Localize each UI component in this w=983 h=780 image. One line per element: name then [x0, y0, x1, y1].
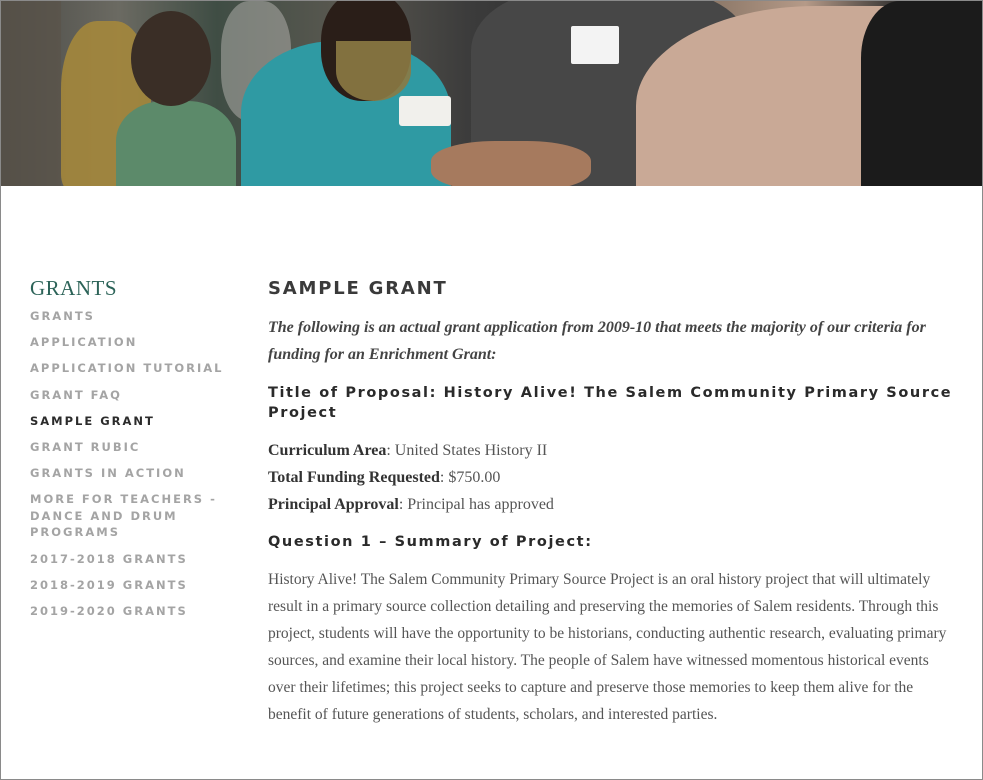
proposal-fields — [268, 437, 958, 518]
field-principal-approval — [268, 491, 958, 518]
main-content — [268, 277, 958, 728]
sidebar-item-grant-rubic[interactable]: GRANT RUBIC — [30, 439, 141, 454]
question-1-heading: Question 1 – Summary of Project: — [268, 534, 593, 550]
question-1-body: History Alive! The Salem Community Primary Source Project is an oral history project that will ultimately result in a primary source collection detailing and preserving the memories of Salem residents. Through this project, students will have the opportunity to be historians, conducting authentic research, evaluating primary sources, and examine their local history. The people of Salem have witnessed momentous historical events over their lifetimes; this project seeks to capture and preserve those memories to keep them alive for the benefit of future generations of students, scholars, and interested parties. — [268, 571, 947, 723]
field-value: : Principal has approved — [398, 496, 554, 513]
sidebar-item-grants-in-action[interactable]: GRANTS IN ACTION — [30, 466, 186, 481]
field-value: : United States History II — [386, 442, 548, 459]
sidebar-item-2017-2018-grants[interactable]: 2017-2018 GRANTS — [30, 551, 188, 566]
field-label: Total Funding Requested — [268, 469, 440, 486]
page-title: SAMPLE GRANT — [268, 278, 448, 299]
sidebar-item-grant-faq[interactable]: GRANT FAQ — [30, 387, 122, 402]
field-label: Curriculum Area — [268, 442, 387, 459]
sidebar-item-more-for-teachers[interactable]: MORE FOR TEACHERS - DANCE AND DRUM PROGRAMS — [30, 492, 217, 540]
sidebar-item-application-tutorial[interactable]: APPLICATION TUTORIAL — [30, 361, 224, 376]
field-total-funding — [268, 464, 958, 491]
sidebar-item-2019-2020-grants[interactable]: 2019-2020 GRANTS — [30, 603, 188, 618]
field-value: : $750.00 — [439, 469, 501, 486]
hero-photo — [1, 1, 982, 186]
proposal-title: Title of Proposal: History Alive! The Salem Community Primary Source Project — [268, 385, 953, 421]
sidebar-item-grants[interactable]: GRANTS — [30, 309, 95, 323]
field-curriculum-area — [268, 437, 958, 464]
sidebar-item-2018-2019-grants[interactable]: 2018-2019 GRANTS — [30, 577, 188, 592]
sidebar-title: GRANTS — [30, 276, 118, 300]
sidebar-item-sample-grant[interactable]: SAMPLE GRANT — [30, 413, 155, 428]
intro-text: The following is an actual grant application from 2009-10 that meets the majority of our criteria for funding for an Enrichment Grant: — [268, 319, 926, 363]
field-label: Principal Approval — [268, 496, 399, 513]
sidebar-nav — [30, 276, 230, 629]
sidebar-item-application[interactable]: APPLICATION — [30, 335, 138, 350]
